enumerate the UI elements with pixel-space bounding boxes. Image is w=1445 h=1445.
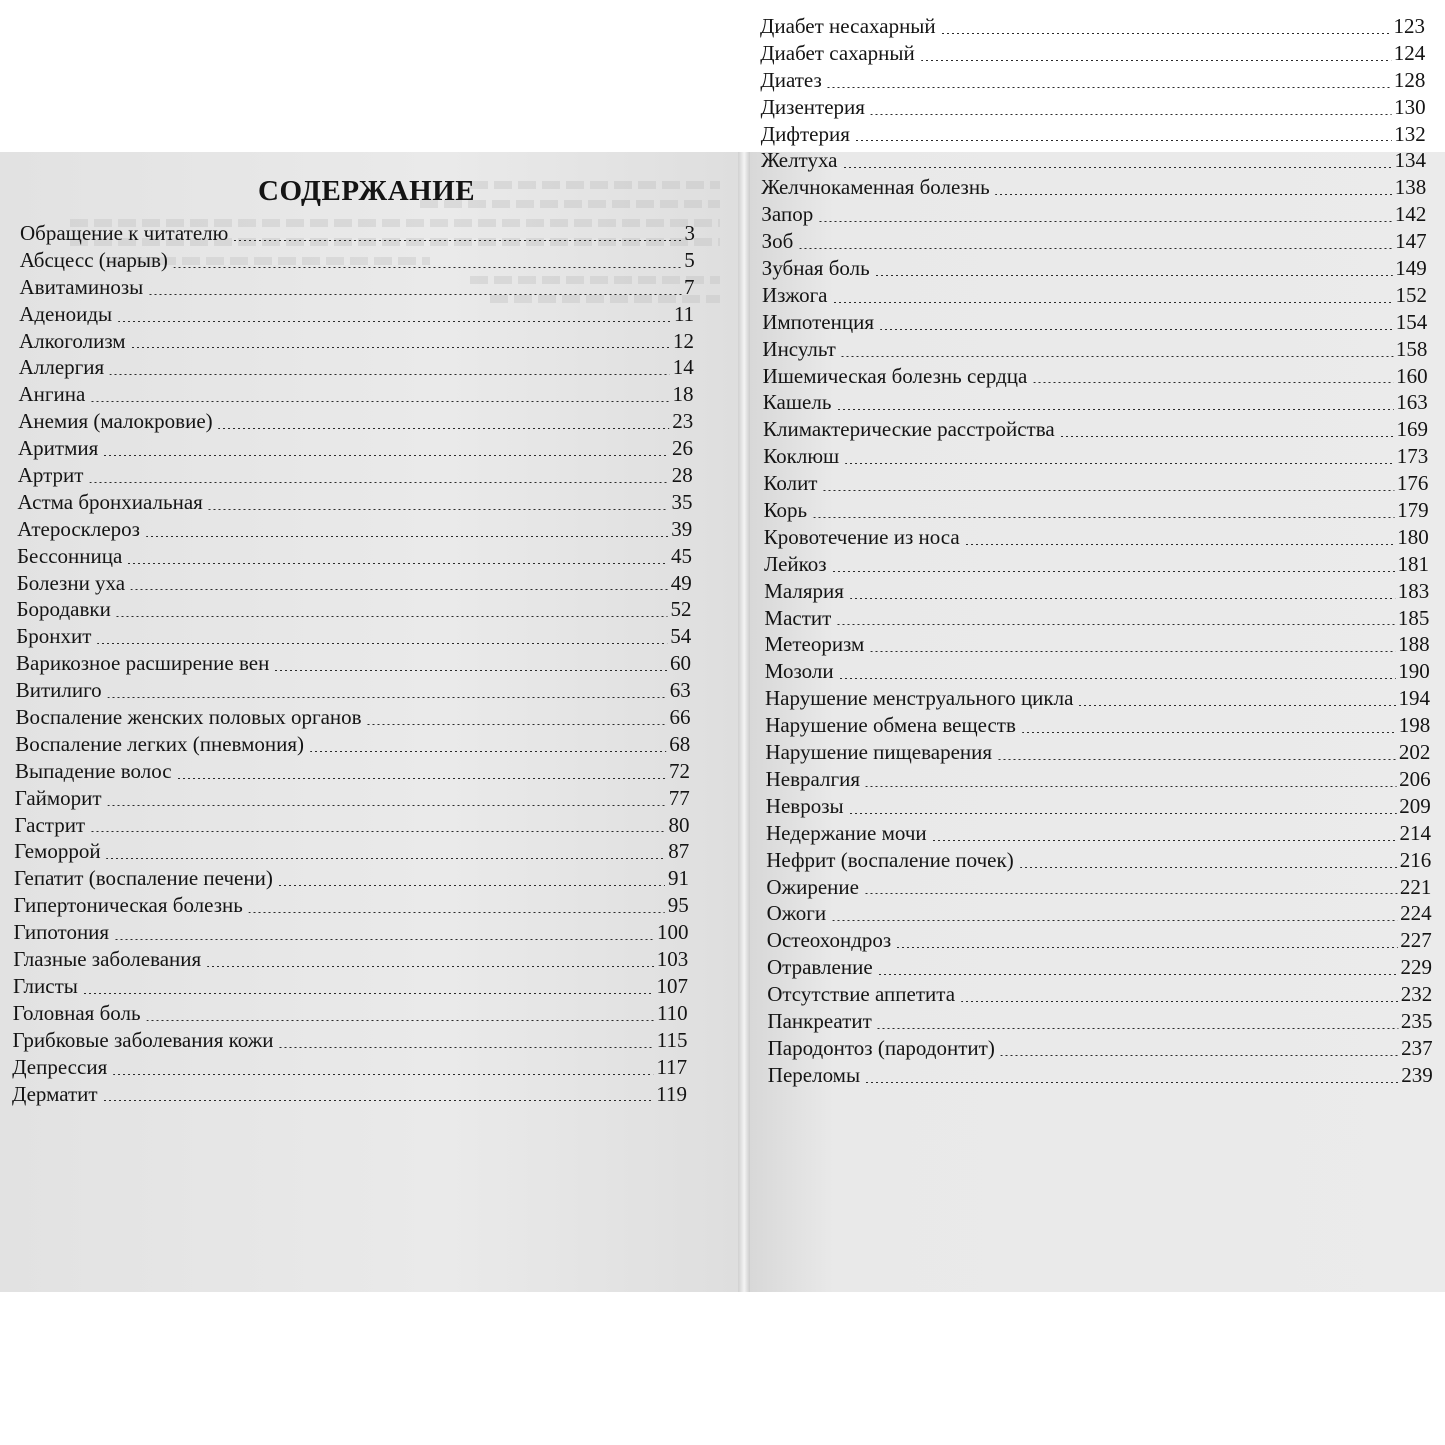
toc-entry-title: Гипотония <box>13 920 110 945</box>
toc-entry <box>766 820 1431 847</box>
toc-entry-title: Артрит <box>17 463 84 488</box>
toc-page-number: 181 <box>1397 551 1429 576</box>
toc-entry-title: Бронхит <box>16 624 92 649</box>
toc-leader-dots <box>842 356 1393 357</box>
toc-entry-title: Головная боль <box>12 1000 141 1025</box>
toc-page-number: 154 <box>1395 309 1428 334</box>
toc-entry <box>764 605 1429 632</box>
toc-entry-title: Воспаление женских половых органов <box>15 705 362 730</box>
toc-entry <box>14 865 689 892</box>
toc-entry-title: Коклюш <box>763 444 840 469</box>
toc-page-number: 28 <box>671 463 693 488</box>
toc-leader-dots <box>961 1001 1398 1002</box>
toc-entry <box>762 309 1427 336</box>
toc-entry <box>763 443 1428 470</box>
toc-entry <box>17 570 692 597</box>
toc-page-number: 49 <box>670 570 692 595</box>
toc-entry-title: Колит <box>763 471 818 496</box>
toc-page-number: 229 <box>1400 955 1432 980</box>
toc-entry <box>18 435 693 462</box>
toc-leader-dots <box>104 455 669 456</box>
toc-page-number: 214 <box>1399 820 1431 845</box>
toc-entry <box>764 524 1429 551</box>
toc-page-number: 194 <box>1398 686 1430 711</box>
toc-entry <box>761 201 1426 228</box>
toc-leader-dots <box>147 1020 654 1021</box>
toc-leader-dots <box>996 194 1392 195</box>
toc-leader-dots <box>837 624 1395 625</box>
toc-leader-dots <box>207 966 654 967</box>
toc-entry <box>16 650 691 677</box>
toc-page-number: 80 <box>668 812 690 837</box>
toc-entry-title: Гепатит (воспаление печени) <box>14 866 273 891</box>
toc-entry-title: Изжога <box>762 282 828 307</box>
toc-leader-dots <box>275 670 667 671</box>
toc-entry <box>767 927 1432 954</box>
toc-leader-dots <box>115 939 654 940</box>
toc-page-number: 216 <box>1399 847 1432 872</box>
toc-entry-title: Диатез <box>760 67 822 92</box>
toc-leader-dots <box>837 409 1393 410</box>
toc-entry <box>17 543 692 570</box>
toc-entry-title: Аллергия <box>18 355 105 380</box>
toc-list-left <box>12 220 695 1107</box>
toc-entry-title: Выпадение волос <box>15 758 172 783</box>
toc-leader-dots <box>870 651 1395 652</box>
toc-leader-dots <box>178 778 666 779</box>
toc-entry-title: Гайморит <box>14 785 102 810</box>
toc-entry-title: Нарушение пищеварения <box>765 740 993 765</box>
toc-leader-dots <box>1020 867 1397 868</box>
toc-entry <box>12 1054 687 1081</box>
toc-page-number: 206 <box>1399 766 1431 791</box>
toc-page-number: 117 <box>656 1054 688 1079</box>
toc-leader-dots <box>876 275 1393 276</box>
toc-entry <box>19 301 694 328</box>
toc-entry-title: Атеросклероз <box>17 516 140 541</box>
toc-entry <box>16 677 691 704</box>
toc-leader-dots <box>833 571 1395 572</box>
toc-leader-dots <box>866 1082 1398 1083</box>
toc-leader-dots <box>879 974 1398 975</box>
toc-leader-dots <box>249 912 665 913</box>
toc-page-number: 12 <box>673 328 694 353</box>
toc-entry-title: Кровотечение из носа <box>763 524 960 549</box>
toc-leader-dots <box>108 805 666 806</box>
toc-page-number: 23 <box>672 409 694 434</box>
toc-page-number: 60 <box>670 651 691 676</box>
toc-entry <box>767 981 1432 1008</box>
toc-page-number: 188 <box>1398 632 1430 657</box>
toc-page-number: 11 <box>673 301 695 326</box>
toc-entry-title: Инсульт <box>762 336 836 361</box>
toc-page-number: 158 <box>1395 336 1428 361</box>
toc-entry <box>764 497 1429 524</box>
toc-page-number: 237 <box>1401 1035 1433 1060</box>
toc-entry <box>766 847 1431 874</box>
toc-page-number: 14 <box>672 355 694 380</box>
toc-leader-dots <box>966 544 1395 545</box>
toc-entry <box>20 247 695 274</box>
toc-entry <box>13 973 688 1000</box>
toc-page-number: 72 <box>669 758 690 783</box>
toc-leader-dots <box>856 140 1391 141</box>
toc-entry-title: Бородавки <box>16 597 111 622</box>
toc-leader-dots <box>117 616 668 617</box>
toc-entry-title: Глазные заболевания <box>13 947 202 972</box>
toc-page-number: 239 <box>1401 1062 1433 1087</box>
toc-leader-dots <box>209 509 669 510</box>
toc-entry <box>16 623 691 650</box>
toc-leader-dots <box>1001 1055 1398 1056</box>
toc-leader-dots <box>850 813 1397 814</box>
toc-entry-title: Желчнокаменная болезнь <box>761 175 990 200</box>
toc-page-number: 209 <box>1399 793 1431 818</box>
toc-entry-title: Отравление <box>767 955 873 980</box>
toc-leader-dots <box>310 751 666 752</box>
toc-entry-title: Гипертоническая болезнь <box>13 893 243 918</box>
toc-leader-dots <box>84 993 654 994</box>
toc-page-number: 202 <box>1398 740 1431 765</box>
toc-entry <box>764 551 1429 578</box>
toc-entry-title: Витилиго <box>15 678 102 703</box>
toc-entry <box>761 147 1426 174</box>
toc-entry <box>15 785 690 812</box>
toc-entry <box>760 67 1425 94</box>
toc-entry <box>763 416 1428 443</box>
toc-entry-title: Зубная боль <box>761 256 870 281</box>
toc-page-number: 26 <box>672 436 693 461</box>
toc-entry-title: Ожирение <box>766 874 859 899</box>
toc-entry <box>762 336 1427 363</box>
toc-entry-title: Дизентерия <box>760 94 865 119</box>
toc-leader-dots <box>819 221 1392 222</box>
toc-page-number: 39 <box>671 516 693 541</box>
toc-entry-title: Грибковые заболевания кожи <box>12 1027 274 1052</box>
toc-page-number: 160 <box>1396 363 1428 388</box>
toc-entry <box>765 712 1430 739</box>
toc-entry-title: Импотенция <box>762 309 874 334</box>
toc-entry-title: Отсутствие аппетита <box>767 982 956 1007</box>
toc-entry-title: Корь <box>763 498 808 523</box>
toc-entry-title: Переломы <box>767 1062 861 1087</box>
toc-page-number: 152 <box>1395 282 1427 307</box>
toc-entry-title: Диабет несахарный <box>760 14 936 38</box>
toc-page-number: 224 <box>1400 901 1432 926</box>
toc-page-number: 91 <box>668 866 689 891</box>
toc-entry-title: Воспаление легких (пневмония) <box>15 731 305 756</box>
toc-entry-title: Нефрит (воспаление почек) <box>766 847 1014 872</box>
toc-page-number: 77 <box>668 785 690 810</box>
toc-entry <box>13 1027 688 1054</box>
toc-leader-dots <box>234 240 681 241</box>
toc-leader-dots <box>219 428 670 429</box>
toc-entry <box>768 1062 1433 1089</box>
toc-page-number: 138 <box>1394 175 1427 200</box>
toc-entry-title: Запор <box>761 202 814 227</box>
toc-leader-dots <box>799 248 1392 249</box>
toc-page-number: 198 <box>1398 713 1431 738</box>
toc-entry <box>764 578 1429 605</box>
toc-leader-dots <box>998 759 1396 760</box>
toc-page-number: 190 <box>1398 659 1430 684</box>
toc-page-number: 134 <box>1394 148 1426 173</box>
toc-page-number: 68 <box>669 731 691 756</box>
toc-leader-dots <box>813 517 1394 518</box>
toc-leader-dots <box>280 1047 654 1048</box>
toc-page-number: 232 <box>1400 982 1433 1007</box>
toc-entry-title: Нарушение менструального цикла <box>765 686 1074 711</box>
toc-entry <box>767 1008 1432 1035</box>
toc-page-number: 128 <box>1393 67 1426 92</box>
toc-leader-dots <box>97 643 667 644</box>
toc-entry <box>18 489 693 516</box>
toc-entry <box>14 919 689 946</box>
toc-entry <box>765 658 1430 685</box>
toc-entry-title: Анемия (малокровие) <box>18 409 213 434</box>
toc-leader-dots <box>146 536 668 537</box>
toc-entry <box>762 228 1427 255</box>
toc-entry-title: Авитаминозы <box>19 274 144 299</box>
toc-entry <box>20 274 695 301</box>
toc-leader-dots <box>128 563 668 564</box>
toc-entry-title: Нарушение обмена веществ <box>765 713 1016 738</box>
toc-entry <box>761 94 1426 121</box>
toc-page-number: 179 <box>1397 498 1429 523</box>
toc-entry-title: Депрессия <box>12 1054 108 1079</box>
toc-entry <box>14 892 689 919</box>
toc-leader-dots <box>110 374 670 375</box>
toc-page-number: 3 <box>684 221 695 245</box>
toc-entry-title: Кашель <box>762 390 832 415</box>
toc-entry-title: Варикозное расширение вен <box>16 651 270 676</box>
page-title: СОДЕРЖАНИЕ <box>258 175 476 207</box>
toc-entry <box>19 381 694 408</box>
toc-leader-dots <box>279 885 665 886</box>
toc-entry-title: Ишемическая болезнь сердца <box>762 363 1028 388</box>
toc-page-number: 124 <box>1393 40 1426 65</box>
toc-page-number: 221 <box>1399 874 1432 899</box>
toc-entry-title: Лейкоз <box>764 551 827 576</box>
toc-leader-dots <box>865 893 1397 894</box>
toc-entry <box>761 174 1426 201</box>
toc-entry-title: Невралгия <box>765 766 861 791</box>
toc-leader-dots <box>104 1100 654 1101</box>
toc-entry-title: Ожоги <box>766 901 827 926</box>
toc-entry <box>16 704 691 731</box>
toc-leader-dots <box>91 831 665 832</box>
toc-entry-title: Панкреатит <box>767 1008 872 1033</box>
toc-leader-dots <box>113 1074 653 1075</box>
toc-entry-title: Болезни уха <box>16 570 126 595</box>
toc-entry <box>766 793 1431 820</box>
toc-entry <box>765 685 1430 712</box>
toc-leader-dots <box>1033 382 1393 383</box>
toc-page-number: 5 <box>684 247 695 272</box>
toc-entry <box>765 739 1430 766</box>
toc-entry <box>766 874 1431 901</box>
toc-page-number: 107 <box>656 973 688 998</box>
toc-entry-title: Зоб <box>761 229 794 254</box>
toc-leader-dots <box>921 60 1391 61</box>
toc-entry-title: Геморрой <box>14 839 101 864</box>
toc-leader-dots <box>866 786 1396 787</box>
toc-entry-title: Пародонтоз (пародонтит) <box>767 1035 995 1060</box>
toc-entry <box>17 596 692 623</box>
toc-page-number: 45 <box>671 543 692 568</box>
toc-page-number: 66 <box>669 705 691 730</box>
toc-entry-title: Метеоризм <box>764 632 865 657</box>
toc-entry-title: Остеохондроз <box>766 928 892 953</box>
toc-leader-dots <box>897 947 1397 948</box>
toc-page-number: 132 <box>1394 121 1426 146</box>
toc-page-number: 7 <box>684 274 695 299</box>
toc-entry <box>13 946 688 973</box>
toc-entry-title: Обращение к читателю <box>20 221 229 245</box>
toc-leader-dots <box>823 490 1393 491</box>
toc-leader-dots <box>1022 732 1396 733</box>
toc-entry-title: Диабет сахарный <box>760 40 915 65</box>
toc-leader-dots <box>131 589 668 590</box>
toc-leader-dots <box>132 347 670 348</box>
toc-entry-title: Астма бронхиальная <box>17 489 203 514</box>
toc-leader-dots <box>118 321 671 322</box>
toc-list-right <box>760 13 1433 1089</box>
toc-entry-title: Мозоли <box>764 659 834 684</box>
toc-leader-dots <box>942 33 1391 34</box>
toc-page-number: 130 <box>1394 94 1426 119</box>
toc-entry-title: Дифтерия <box>760 121 850 146</box>
toc-page-number: 87 <box>668 839 690 864</box>
toc-page-number: 227 <box>1400 928 1432 953</box>
toc-page-number: 176 <box>1396 471 1429 496</box>
toc-page-number: 147 <box>1395 229 1427 254</box>
toc-entry <box>767 954 1432 981</box>
toc-entry <box>760 40 1425 67</box>
toc-entry <box>19 354 694 381</box>
toc-page-number: 123 <box>1393 14 1425 38</box>
toc-entry-title: Малярия <box>764 578 844 603</box>
toc-entry-title: Желтуха <box>761 148 838 173</box>
toc-entry <box>13 1000 688 1027</box>
toc-leader-dots <box>1079 705 1395 706</box>
toc-page-number: 142 <box>1394 202 1427 227</box>
toc-page-number: 103 <box>656 947 689 972</box>
toc-leader-dots <box>832 920 1397 921</box>
toc-entry-title: Неврозы <box>765 793 844 818</box>
toc-entry-title: Абсцесс (нарыв) <box>19 247 168 272</box>
toc-page-number: 169 <box>1396 417 1428 442</box>
toc-entry <box>15 812 690 839</box>
toc-leader-dots <box>149 294 681 295</box>
toc-leader-dots <box>834 302 1393 303</box>
toc-page-number: 119 <box>656 1081 687 1106</box>
toc-page-number: 173 <box>1396 444 1429 469</box>
toc-entry <box>15 758 690 785</box>
toc-entry-title: Гастрит <box>14 812 86 837</box>
toc-leader-dots <box>840 678 1396 679</box>
toc-entry <box>12 1081 687 1108</box>
toc-leader-dots <box>828 87 1391 88</box>
toc-entry-title: Алкоголизм <box>19 328 126 353</box>
toc-page-number: 63 <box>669 678 691 703</box>
toc-leader-dots <box>174 267 681 268</box>
toc-page-number: 149 <box>1395 256 1427 281</box>
toc-entry <box>763 470 1428 497</box>
toc-entry <box>762 255 1427 282</box>
toc-entry-title: Глисты <box>13 973 78 998</box>
toc-entry-title: Дерматит <box>12 1081 98 1106</box>
toc-page-number: 235 <box>1400 1008 1433 1033</box>
toc-page-number: 100 <box>657 920 689 945</box>
toc-page-number: 180 <box>1397 524 1429 549</box>
toc-entry-title: Мастит <box>764 605 832 630</box>
toc-entry <box>768 1035 1433 1062</box>
toc-entry <box>17 516 692 543</box>
toc-entry <box>18 462 693 489</box>
toc-entry <box>762 282 1427 309</box>
toc-entry <box>18 408 693 435</box>
toc-entry <box>14 838 689 865</box>
toc-leader-dots <box>108 697 667 698</box>
toc-leader-dots <box>89 482 668 483</box>
toc-page-number: 95 <box>667 893 689 918</box>
toc-entry-title: Недержание мочи <box>766 820 927 845</box>
toc-entry <box>760 13 1425 40</box>
toc-entry-title: Ангина <box>18 382 86 407</box>
toc-entry <box>765 631 1430 658</box>
toc-leader-dots <box>368 724 667 725</box>
toc-page-number: 52 <box>670 597 692 622</box>
toc-entry <box>761 121 1426 148</box>
toc-leader-dots <box>845 463 1393 464</box>
toc-entry <box>767 900 1432 927</box>
toc-entry <box>763 389 1428 416</box>
toc-page-number: 163 <box>1396 390 1428 415</box>
toc-entry <box>20 220 695 247</box>
toc-leader-dots <box>1061 436 1394 437</box>
toc-entry <box>763 363 1428 390</box>
toc-leader-dots <box>91 401 669 402</box>
toc-page-number: 183 <box>1397 578 1430 603</box>
toc-leader-dots <box>871 114 1391 115</box>
toc-entry-title: Аденоиды <box>19 301 113 326</box>
toc-entry <box>15 731 690 758</box>
toc-entry-title: Аритмия <box>18 436 99 461</box>
toc-page-number: 35 <box>671 489 693 514</box>
toc-leader-dots <box>844 167 1392 168</box>
toc-page-number: 115 <box>656 1027 688 1052</box>
toc-leader-dots <box>107 858 666 859</box>
toc-leader-dots <box>880 329 1393 330</box>
toc-leader-dots <box>933 840 1397 841</box>
toc-entry-title: Климактерические расстройства <box>763 417 1055 442</box>
toc-entry-title: Бессонница <box>17 543 123 568</box>
toc-page-number: 54 <box>670 624 692 649</box>
toc-entry <box>766 766 1431 793</box>
toc-page-number: 185 <box>1397 605 1430 630</box>
toc-page-number: 110 <box>656 1000 688 1025</box>
toc-page-number: 18 <box>672 382 694 407</box>
toc-entry <box>19 328 694 355</box>
toc-leader-dots <box>850 598 1395 599</box>
toc-leader-dots <box>878 1028 1398 1029</box>
